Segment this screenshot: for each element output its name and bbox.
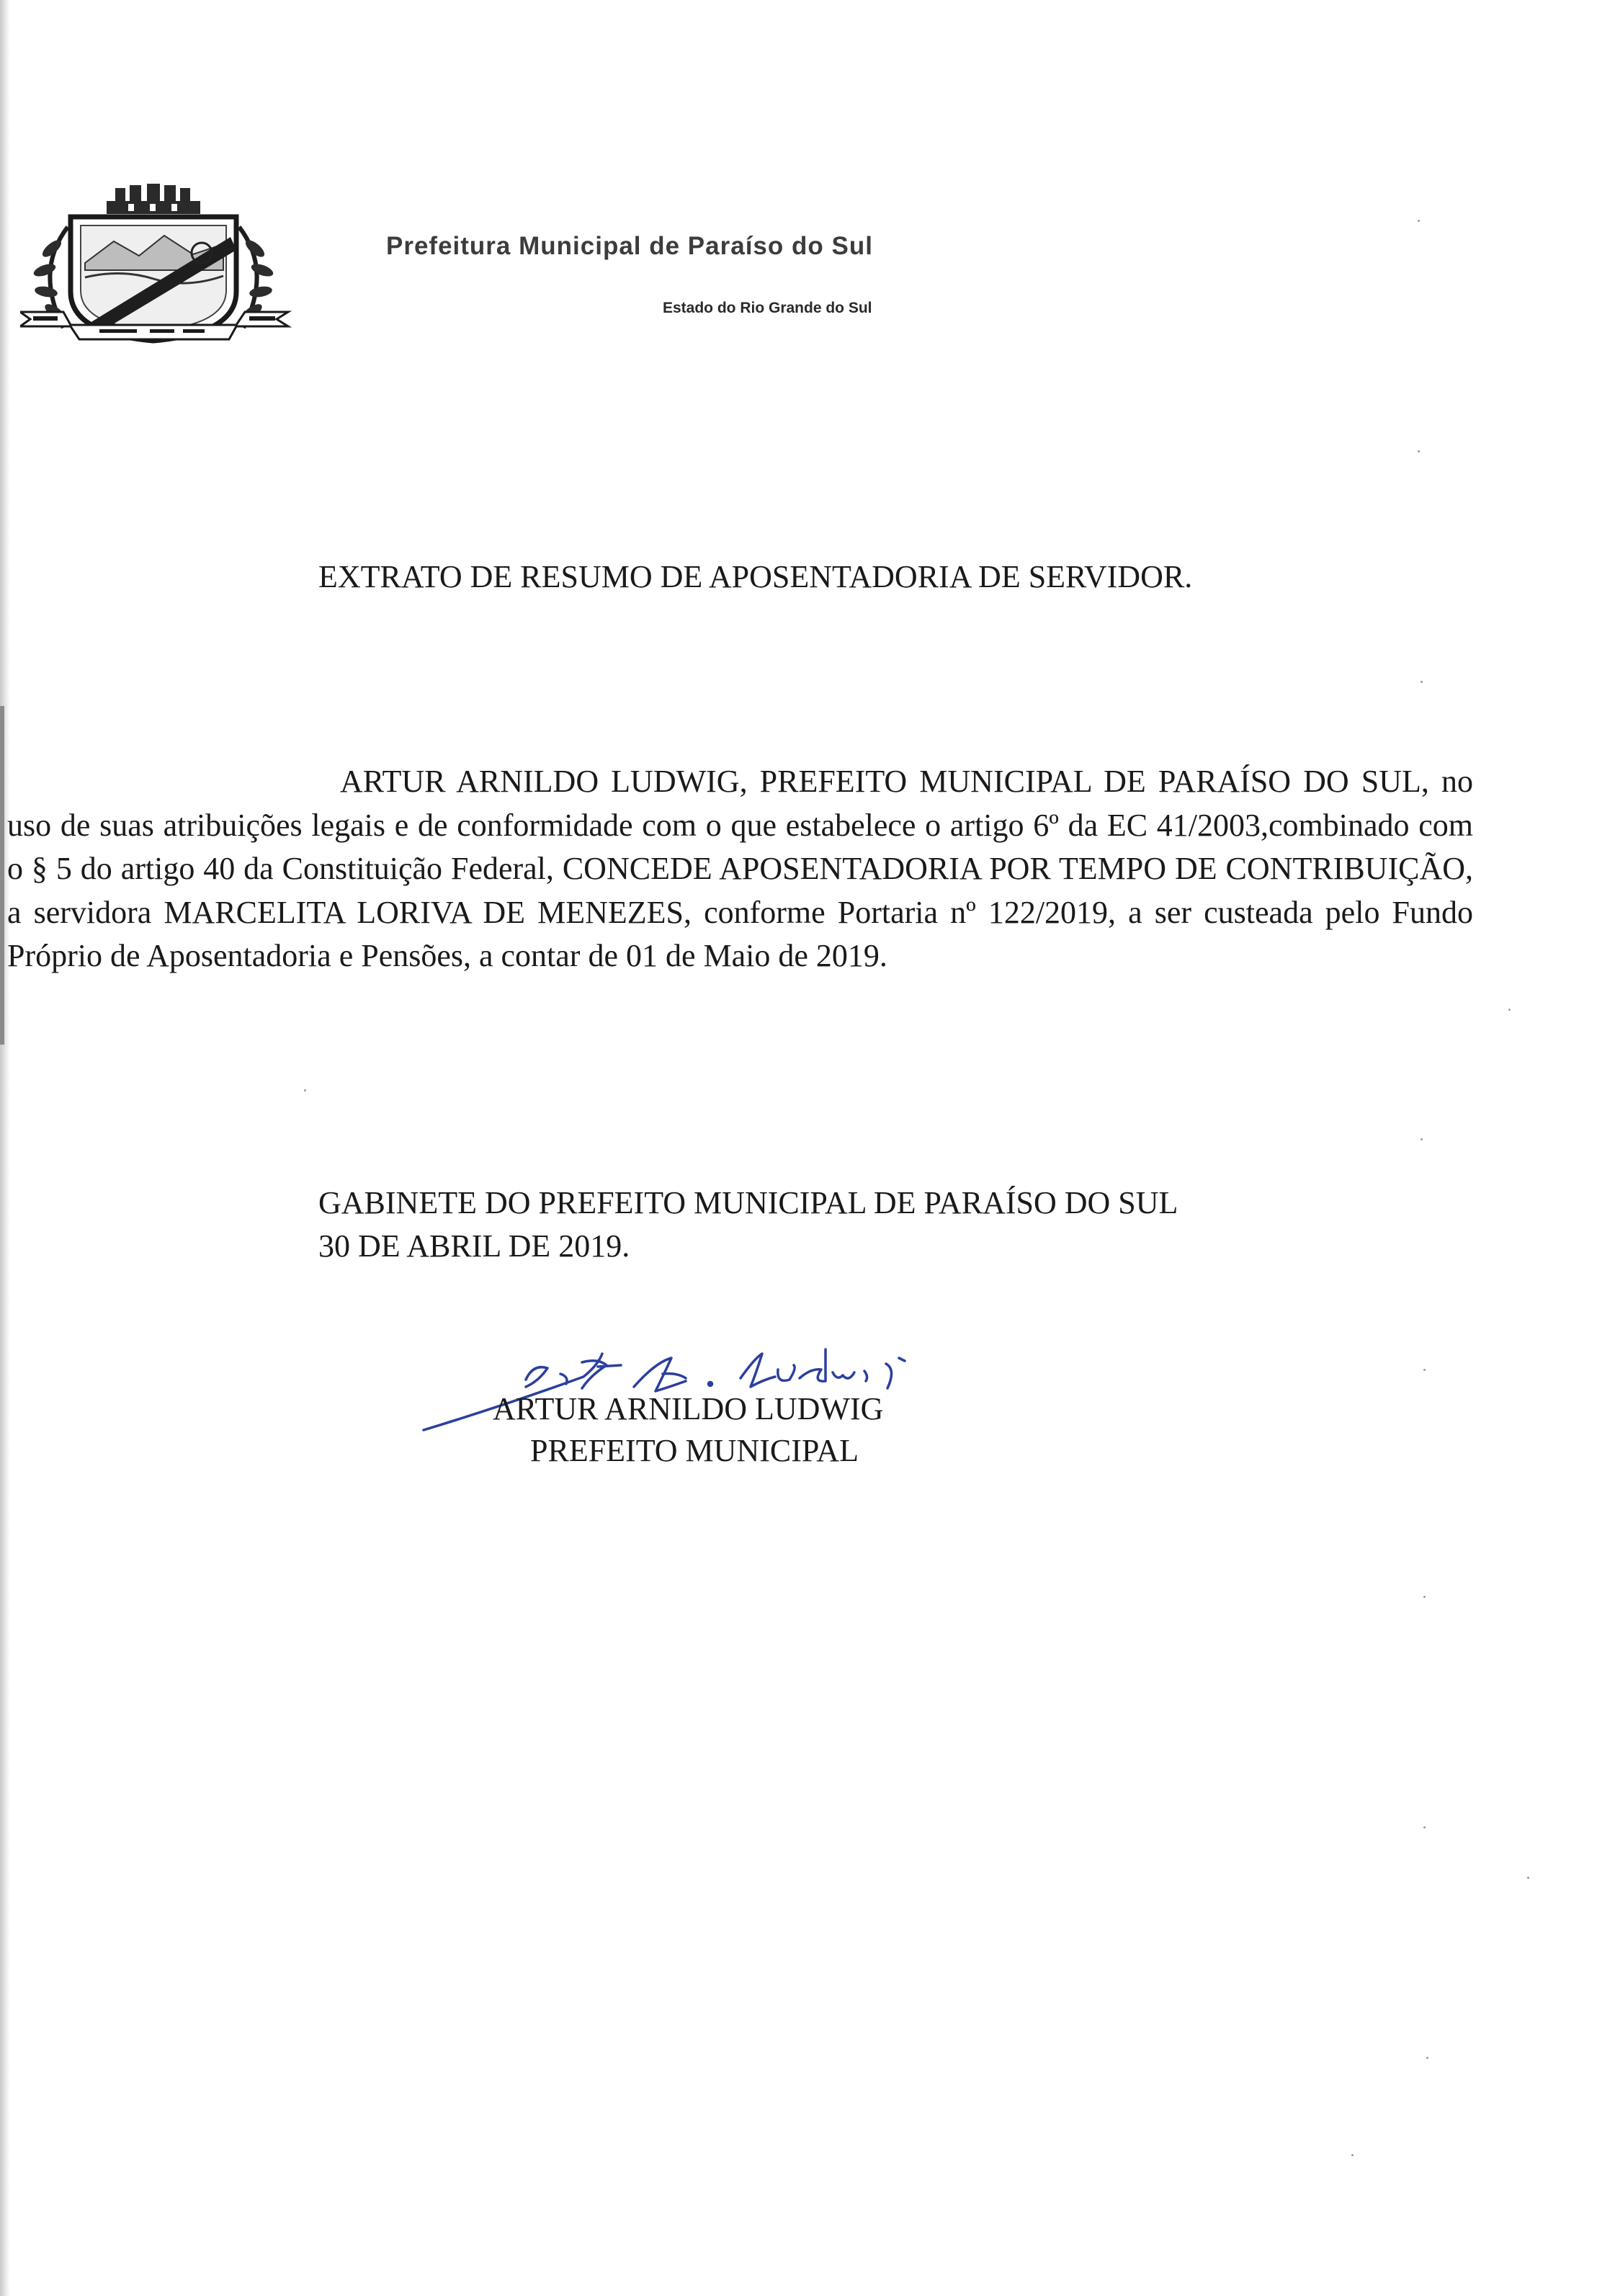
scan-speck	[1351, 2154, 1354, 2156]
scan-speck	[304, 1089, 306, 1091]
scan-speck	[1418, 220, 1420, 222]
document-title: EXTRATO DE RESUMO DE APOSENTADORIA DE SERVIDOR.	[318, 559, 1193, 594]
signatory-role: PREFEITO MUNICIPAL	[530, 1433, 859, 1468]
scan-speck	[1418, 450, 1420, 452]
scan-edge-dark-band	[0, 706, 4, 1045]
scan-speck	[1421, 681, 1423, 683]
signatory-name: ARTUR ARNILDO LUDWIG	[493, 1391, 884, 1426]
scan-speck	[1426, 2057, 1428, 2059]
scan-speck	[1421, 1138, 1423, 1140]
scan-speck	[1527, 1877, 1529, 1879]
scan-speck	[1508, 1009, 1511, 1011]
closing-date-line: 30 DE ABRIL DE 2019.	[318, 1228, 630, 1264]
scan-speck	[1423, 1596, 1426, 1598]
municipal-coat-of-arms-icon	[20, 184, 294, 349]
closing-block	[318, 1181, 1178, 1268]
scan-speck	[1423, 1826, 1426, 1828]
document-body: ARTUR ARNILDO LUDWIG, PREFEITO MUNICIPAL DE PARAÍSO DO SUL, no uso de suas atribuições legais e de conformidade com o que estabelece o artigo 6º da EC 41/2003,combinado com o § 5 do artigo 40 da Constituição Federal, CONCEDE APOSENTADORIA POR TEMPO DE CONTRIBUIÇÃO, a servidora MARCELITA LORIVA DE MENEZES, conforme Portaria nº 122/2019, a ser custeada pelo Fundo Próprio de Aposentadoria e Pensões, a contar de 01 de Maio de 2019.	[7, 764, 1473, 973]
scan-speck	[1423, 1369, 1426, 1371]
state-name: Estado do Rio Grande do Sul	[663, 300, 872, 316]
scan-edge-shadow	[0, 0, 10, 2296]
municipality-name: Prefeitura Municipal de Paraíso do Sul	[386, 232, 873, 260]
closing-office-line: GABINETE DO PREFEITO MUNICIPAL DE PARAÍSO DO SUL	[318, 1185, 1178, 1220]
